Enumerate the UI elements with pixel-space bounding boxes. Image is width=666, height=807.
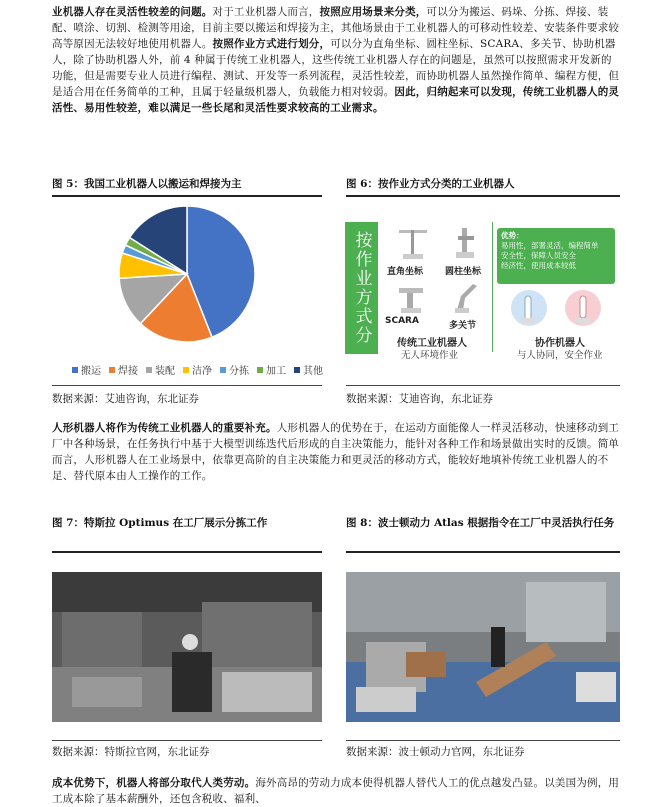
fig6-diagram (345, 218, 620, 360)
legend-item (220, 362, 249, 377)
legend-item (183, 362, 212, 377)
robot-label-cartesian: 直角坐标 (387, 267, 424, 277)
fig5-legend (72, 362, 323, 377)
fig8-source: 数据来源：波士顿动力官网，东北证券 (346, 746, 525, 758)
robot-arm-icon (450, 224, 480, 260)
fig7-title: 图 7：特斯拉 Optimus 在工厂展示分拣工作 (52, 517, 268, 529)
fig5-top-rule (52, 195, 322, 197)
legend-swatch (220, 367, 226, 373)
factory-scene-image (52, 572, 322, 722)
fig5-pie-chart (112, 204, 262, 344)
legend-item (146, 362, 175, 377)
robot-label-cylindrical: 圆柱坐标 (445, 267, 482, 277)
fig7-bottom-rule (52, 740, 322, 741)
legend-label: 搬运 (81, 366, 101, 377)
legend-label: 焊接 (118, 366, 138, 377)
traditional-robot-sub: 无人环境作业 (401, 350, 459, 361)
fig6-title: 图 6：按作业方式分类的工业机器人 (346, 178, 515, 190)
humanoid-paragraph: 人形机器人将作为传统工业机器人的重要补充。人形机器人的优势在于，在运动方面能像人一样灵活移动，快速移动到工厂中各种场景，在任务执行中基于大模型训练迭代后形成的自主决策能力，能针对各种工作和场景做出实时的反馈。简单而言，人形机器人在工业场景中，依靠更高阶的自主决策能力和更灵活的移动方式，能较好地填补传统工业机器人的不足、替代原本由人工操作的工作。 (52, 422, 620, 482)
legend-swatch (183, 367, 189, 373)
robot-arm-icon (447, 276, 483, 314)
traditional-robot-label: 传统工业机器人 (397, 338, 467, 349)
robot-label-scara: SCARA (385, 316, 419, 326)
legend-item (257, 362, 286, 377)
collab-robot-icon (563, 288, 603, 330)
cost-paragraph: 成本优势下，机器人将部分取代人类劳动。海外高昂的劳动力成本使得机器人替代人工的优点越发凸显。以美国为例，用工成本除了基本薪酬外，还包含税收、福利、 (52, 777, 620, 805)
fig6-source: 数据来源：艾迪咨询，东北证券 (346, 393, 493, 405)
advantages-box (497, 228, 615, 284)
legend-label: 分拣 (229, 366, 249, 377)
advantage-item: 经济性，使用成本较低 (501, 261, 576, 270)
legend-swatch (146, 367, 152, 373)
fig6-vertical-label: 按作业方式分 (345, 222, 378, 354)
fig8-bottom-rule (346, 740, 620, 741)
legend-item (72, 362, 101, 377)
legend-label: 洁净 (192, 366, 212, 377)
fig8-top-rule (346, 551, 620, 553)
fig5-source: 数据来源：艾迪咨询，东北证券 (52, 393, 199, 405)
legend-swatch (294, 367, 300, 373)
fig6-bottom-rule (346, 385, 620, 386)
advantage-item: 易用性，部署灵活，编程简单 (501, 241, 599, 250)
robot-arm-icon (393, 226, 433, 260)
fig6-divider (492, 222, 493, 352)
legend-item (294, 362, 323, 377)
robot-arm-icon (393, 280, 429, 314)
advantages-title: 优势： (501, 231, 524, 240)
legend-label: 加工 (266, 366, 286, 377)
fig7-source: 数据来源：特斯拉官网，东北证券 (52, 746, 210, 758)
fig5-bottom-rule (52, 385, 322, 386)
fig5-title: 图 5：我国工业机器人以搬运和焊接为主 (52, 178, 242, 190)
legend-swatch (72, 367, 78, 373)
legend-label: 其他 (303, 366, 323, 377)
fig7-top-rule (52, 551, 322, 553)
fig6-top-rule (346, 195, 620, 197)
robot-label-articulated: 多关节 (449, 321, 477, 331)
fig7-photo-optimus (52, 572, 322, 722)
warehouse-scene-image (346, 572, 620, 722)
collab-robot-icon (509, 288, 549, 330)
legend-swatch (257, 367, 263, 373)
legend-label: 装配 (155, 366, 175, 377)
collab-robot-sub: 与人协同，安全作业 (517, 350, 603, 361)
legend-swatch (109, 367, 115, 373)
legend-item (109, 362, 138, 377)
intro-paragraph: 业机器人存在灵活性较差的问题。对于工业机器人而言，按照应用场景来分类，可以分为搬运、码垛、分拣、焊接、装配、喷涂、切割、检测等用途，目前主要以搬运和焊接为主，其他场景由于工业机器人的可移动性较差、安装条件要求较高等原因无法较好地使用机器人。按照作业方式进行划分，可以分为直角坐标、圆柱坐标、SCARA、多关节、协助机器人，除了协助机器人外，前 4 种属于传统工业机器人，这些传统工业机器人存在的问题是，虽然可以按照需求开发新的功能，但是需要专业人员进行编程、测试、开发等一系列流程，灵活性较差，而协助机器人虽然操作简单、编程方便，但是适合用在任务简单的工种，且属于轻量级机器人，负载能力相对较弱。因此，归纳起来可以发现，传统工业机器人的灵活性、易用性较差，难以满足一些长尾和灵活性要求较高的工业需求。 (52, 6, 620, 114)
fig8-title: 图 8：波士顿动力 Atlas 根据指令在工厂中灵活执行任务 (346, 517, 615, 529)
advantage-item: 安全性，保障人员安全 (501, 251, 576, 260)
fig8-photo-atlas (346, 572, 620, 722)
collab-robot-label: 协作机器人 (535, 338, 585, 349)
